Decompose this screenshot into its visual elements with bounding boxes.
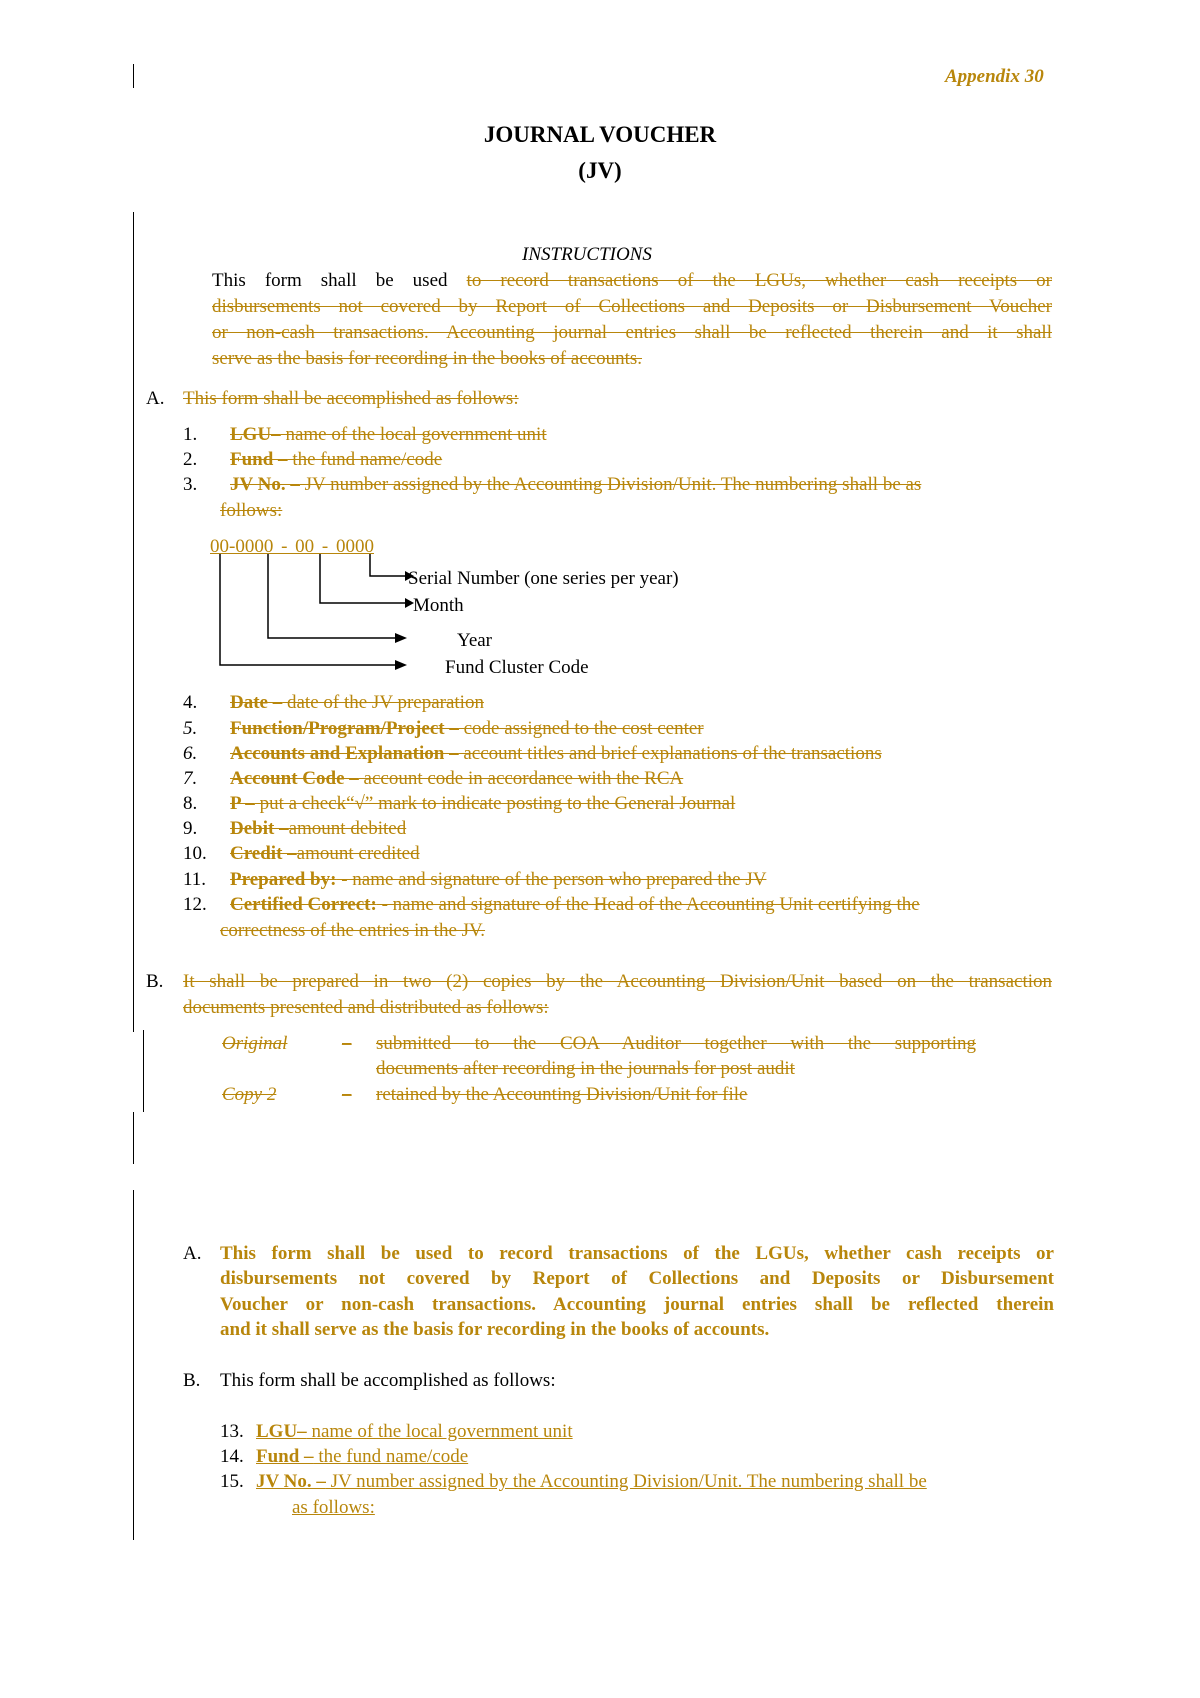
list-item-number: 5. <box>183 718 198 739</box>
intro-line-4: serve as the basis for recording in the books of accounts. <box>212 348 643 369</box>
list-item <box>230 892 920 917</box>
revised-a-line-1: This form shall be used to record transactions of the LGUs, whether cash receipts or <box>220 1243 1054 1264</box>
list-item <box>230 716 704 741</box>
item-label: JV No. – <box>230 474 300 495</box>
list-item <box>256 1444 468 1469</box>
intro-line-2: disbursements not covered by Report of Collections and Deposits or Disbursement Voucher <box>212 296 1052 317</box>
item-label: Debit – <box>230 818 289 839</box>
item-desc: account code in accordance with the RCA <box>358 768 684 789</box>
list-item-number: 13. <box>220 1421 244 1442</box>
item-desc: account titles and brief explanations of the transactions <box>458 743 882 764</box>
label-serial-number: Serial Number (one series per year) <box>408 568 679 589</box>
copy-desc-original-cont: documents after recording in the journals for post audit <box>376 1058 795 1079</box>
item-desc: JV number assigned by the Accounting Division/Unit. The numbering shall be as <box>299 474 922 495</box>
item-label: Accounts and Explanation – <box>230 743 459 764</box>
item-desc: date of the JV preparation <box>282 692 484 713</box>
list-item <box>230 741 882 766</box>
item-continuation: follows: <box>220 500 283 521</box>
item-desc: code assigned to the cost center <box>458 718 704 739</box>
list-item-number: 12. <box>183 894 207 915</box>
revised-b-letter: B. <box>183 1370 201 1391</box>
jv-number-format: 00-0000 - 00 - 0000 <box>210 536 374 557</box>
instructions-heading: INSTRUCTIONS <box>522 244 652 265</box>
intro-kept: This form shall be used <box>212 270 448 291</box>
item-label: Date – <box>230 692 283 713</box>
list-item-number: 9. <box>183 818 198 839</box>
page-subtitle: (JV) <box>578 158 622 183</box>
item-label: Prepared by: <box>230 869 337 890</box>
copy-name-copy2: Copy 2 <box>222 1084 277 1105</box>
list-item <box>230 791 735 816</box>
item-desc: - name and signature of the person who prepared the JV <box>336 869 767 890</box>
item-continuation: correctness of the entries in the JV. <box>220 920 486 941</box>
section-b-letter: B. <box>146 971 164 992</box>
item-desc: put a check“√” mark to indicate posting to the General Journal <box>254 793 736 814</box>
item-label: LGU– <box>256 1421 307 1442</box>
revised-a-line-4: and it shall serve as the basis for recording in the books of accounts. <box>220 1319 770 1340</box>
item-label: P – <box>230 793 255 814</box>
item-continuation: as follows: <box>292 1497 375 1518</box>
copy-desc-original: submitted to the COA Auditor together with the supporting <box>376 1033 976 1054</box>
list-item-number: 3. <box>183 474 198 495</box>
list-item <box>230 841 420 866</box>
intro-line-3: or non-cash transactions. Accounting journal entries shall be reflected therein and it shall <box>212 322 1052 343</box>
list-item <box>230 766 683 791</box>
item-label: Account Code – <box>230 768 359 789</box>
list-item-number: 8. <box>183 793 198 814</box>
list-item <box>230 690 484 715</box>
list-item-number: 15. <box>220 1471 244 1492</box>
copy-desc-copy2: retained by the Accounting Division/Unit for file <box>376 1084 748 1105</box>
list-item-number: 10. <box>183 843 207 864</box>
list-item-number: 1. <box>183 424 198 445</box>
item-desc: name of the local government unit <box>280 424 547 445</box>
item-desc: the fund name/code <box>313 1446 469 1467</box>
copy-name-original: Original <box>222 1033 288 1054</box>
label-month: Month <box>413 595 464 616</box>
list-item <box>256 1419 573 1444</box>
item-desc: amount debited <box>288 818 407 839</box>
appendix-label: Appendix 30 <box>945 66 1044 87</box>
list-item-number: 4. <box>183 692 198 713</box>
list-item <box>230 867 766 892</box>
list-item-number: 7. <box>183 768 198 789</box>
section-a-letter: A. <box>146 388 165 409</box>
item-label: Function/Program/Project – <box>230 718 459 739</box>
item-label: Fund – <box>256 1446 314 1467</box>
revised-a-line-3: Voucher or non-cash transactions. Accounting journal entries shall be reflected therein <box>220 1294 1054 1315</box>
item-desc: name of the local government unit <box>306 1421 573 1442</box>
label-year: Year <box>457 630 493 651</box>
item-desc: the fund name/code <box>287 449 443 470</box>
list-item-number: 6. <box>183 743 198 764</box>
intro-deleted-1: to record transactions of the LGUs, whether cash receipts or <box>466 270 1053 291</box>
copy-dash: – <box>342 1084 352 1105</box>
item-desc: - name and signature of the Head of the Accounting Unit certifying the <box>376 894 920 915</box>
label-fund-cluster-code: Fund Cluster Code <box>445 657 589 678</box>
section-b-line-1: It shall be prepared in two (2) copies by the Accounting Division/Unit based on the transaction <box>183 971 1052 992</box>
item-label: JV No. – <box>256 1471 326 1492</box>
copy-dash: – <box>342 1033 352 1054</box>
page-title: JOURNAL VOUCHER <box>483 122 717 147</box>
list-item-number: 2. <box>183 449 198 470</box>
item-label: Fund – <box>230 449 288 470</box>
list-item-number: 14. <box>220 1446 244 1467</box>
revised-a-line-2: disbursements not covered by Report of Collections and Deposits or Disbursement <box>220 1268 1054 1289</box>
revised-b-text: This form shall be accomplished as follows: <box>220 1370 556 1391</box>
item-desc: amount credited <box>296 843 420 864</box>
list-item <box>256 1469 927 1494</box>
section-b-line-2: documents presented and distributed as follows: <box>183 997 549 1018</box>
revised-a-letter: A. <box>183 1243 202 1264</box>
item-label: Certified Correct: <box>230 894 377 915</box>
item-label: LGU– <box>230 424 281 445</box>
list-item-number: 11. <box>183 869 207 890</box>
item-desc: JV number assigned by the Accounting Division/Unit. The numbering shall be <box>325 1471 927 1492</box>
list-item <box>230 816 406 841</box>
section-a-text: This form shall be accomplished as follows: <box>183 388 519 409</box>
item-label: Credit – <box>230 843 297 864</box>
